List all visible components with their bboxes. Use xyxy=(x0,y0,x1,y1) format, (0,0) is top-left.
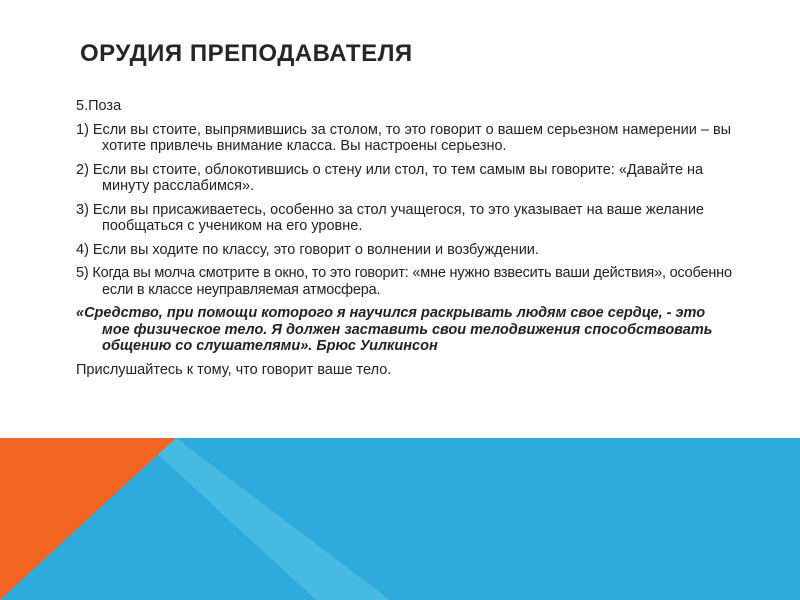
point-3-text: Если вы присаживаетесь, особенно за стол учащегося, то это указывает на ваше желание пообщаться с учеником на его уровне. xyxy=(88,201,704,234)
point-4-text: Если вы ходите по классу, это говорит о волнении и возбуждении. xyxy=(88,241,539,258)
point-5 xyxy=(76,265,736,298)
point-5-number: 5) xyxy=(76,265,89,281)
point-5-text: Когда вы молча смотрите в окно, то это говорит: «мне нужно взвесить ваши действия», особенно если в классе неуправляемая атмосфера. xyxy=(88,265,732,298)
point-1-text: Если вы стоите, выпрямившись за столом, то это говорит о вашем серьезном намерении – вы хотите привлечь внимание класса. Вы настроены серьезно. xyxy=(88,121,732,154)
point-3 xyxy=(76,202,736,235)
section-heading: 5.Поза xyxy=(76,98,122,114)
point-2 xyxy=(76,162,736,195)
slide-title: ОРУДИЯ ПРЕПОДАВАТЕЛЯ xyxy=(80,40,413,67)
point-1-number: 1) xyxy=(76,121,89,138)
point-1 xyxy=(76,122,736,155)
point-3-number: 3) xyxy=(76,201,89,218)
point-2-text: Если вы стоите, облокотившись о стену или стол, то тем самым вы говорите: «Давайте на минуту расслабимся». xyxy=(88,161,704,194)
point-4-number: 4) xyxy=(76,241,89,258)
point-4 xyxy=(76,242,736,259)
slide-content xyxy=(76,98,736,385)
closing-line: Прислушайтесь к тому, что говорит ваше тело. xyxy=(76,361,392,378)
point-2-number: 2) xyxy=(76,161,89,178)
quote-paragraph: «Средство, при помощи которого я научился раскрывать людям свое сердце, - это мое физическое тело. Я должен заставить свои телодвижения способствовать общению со слушателями». Брюс Уилкинсон xyxy=(76,305,713,354)
